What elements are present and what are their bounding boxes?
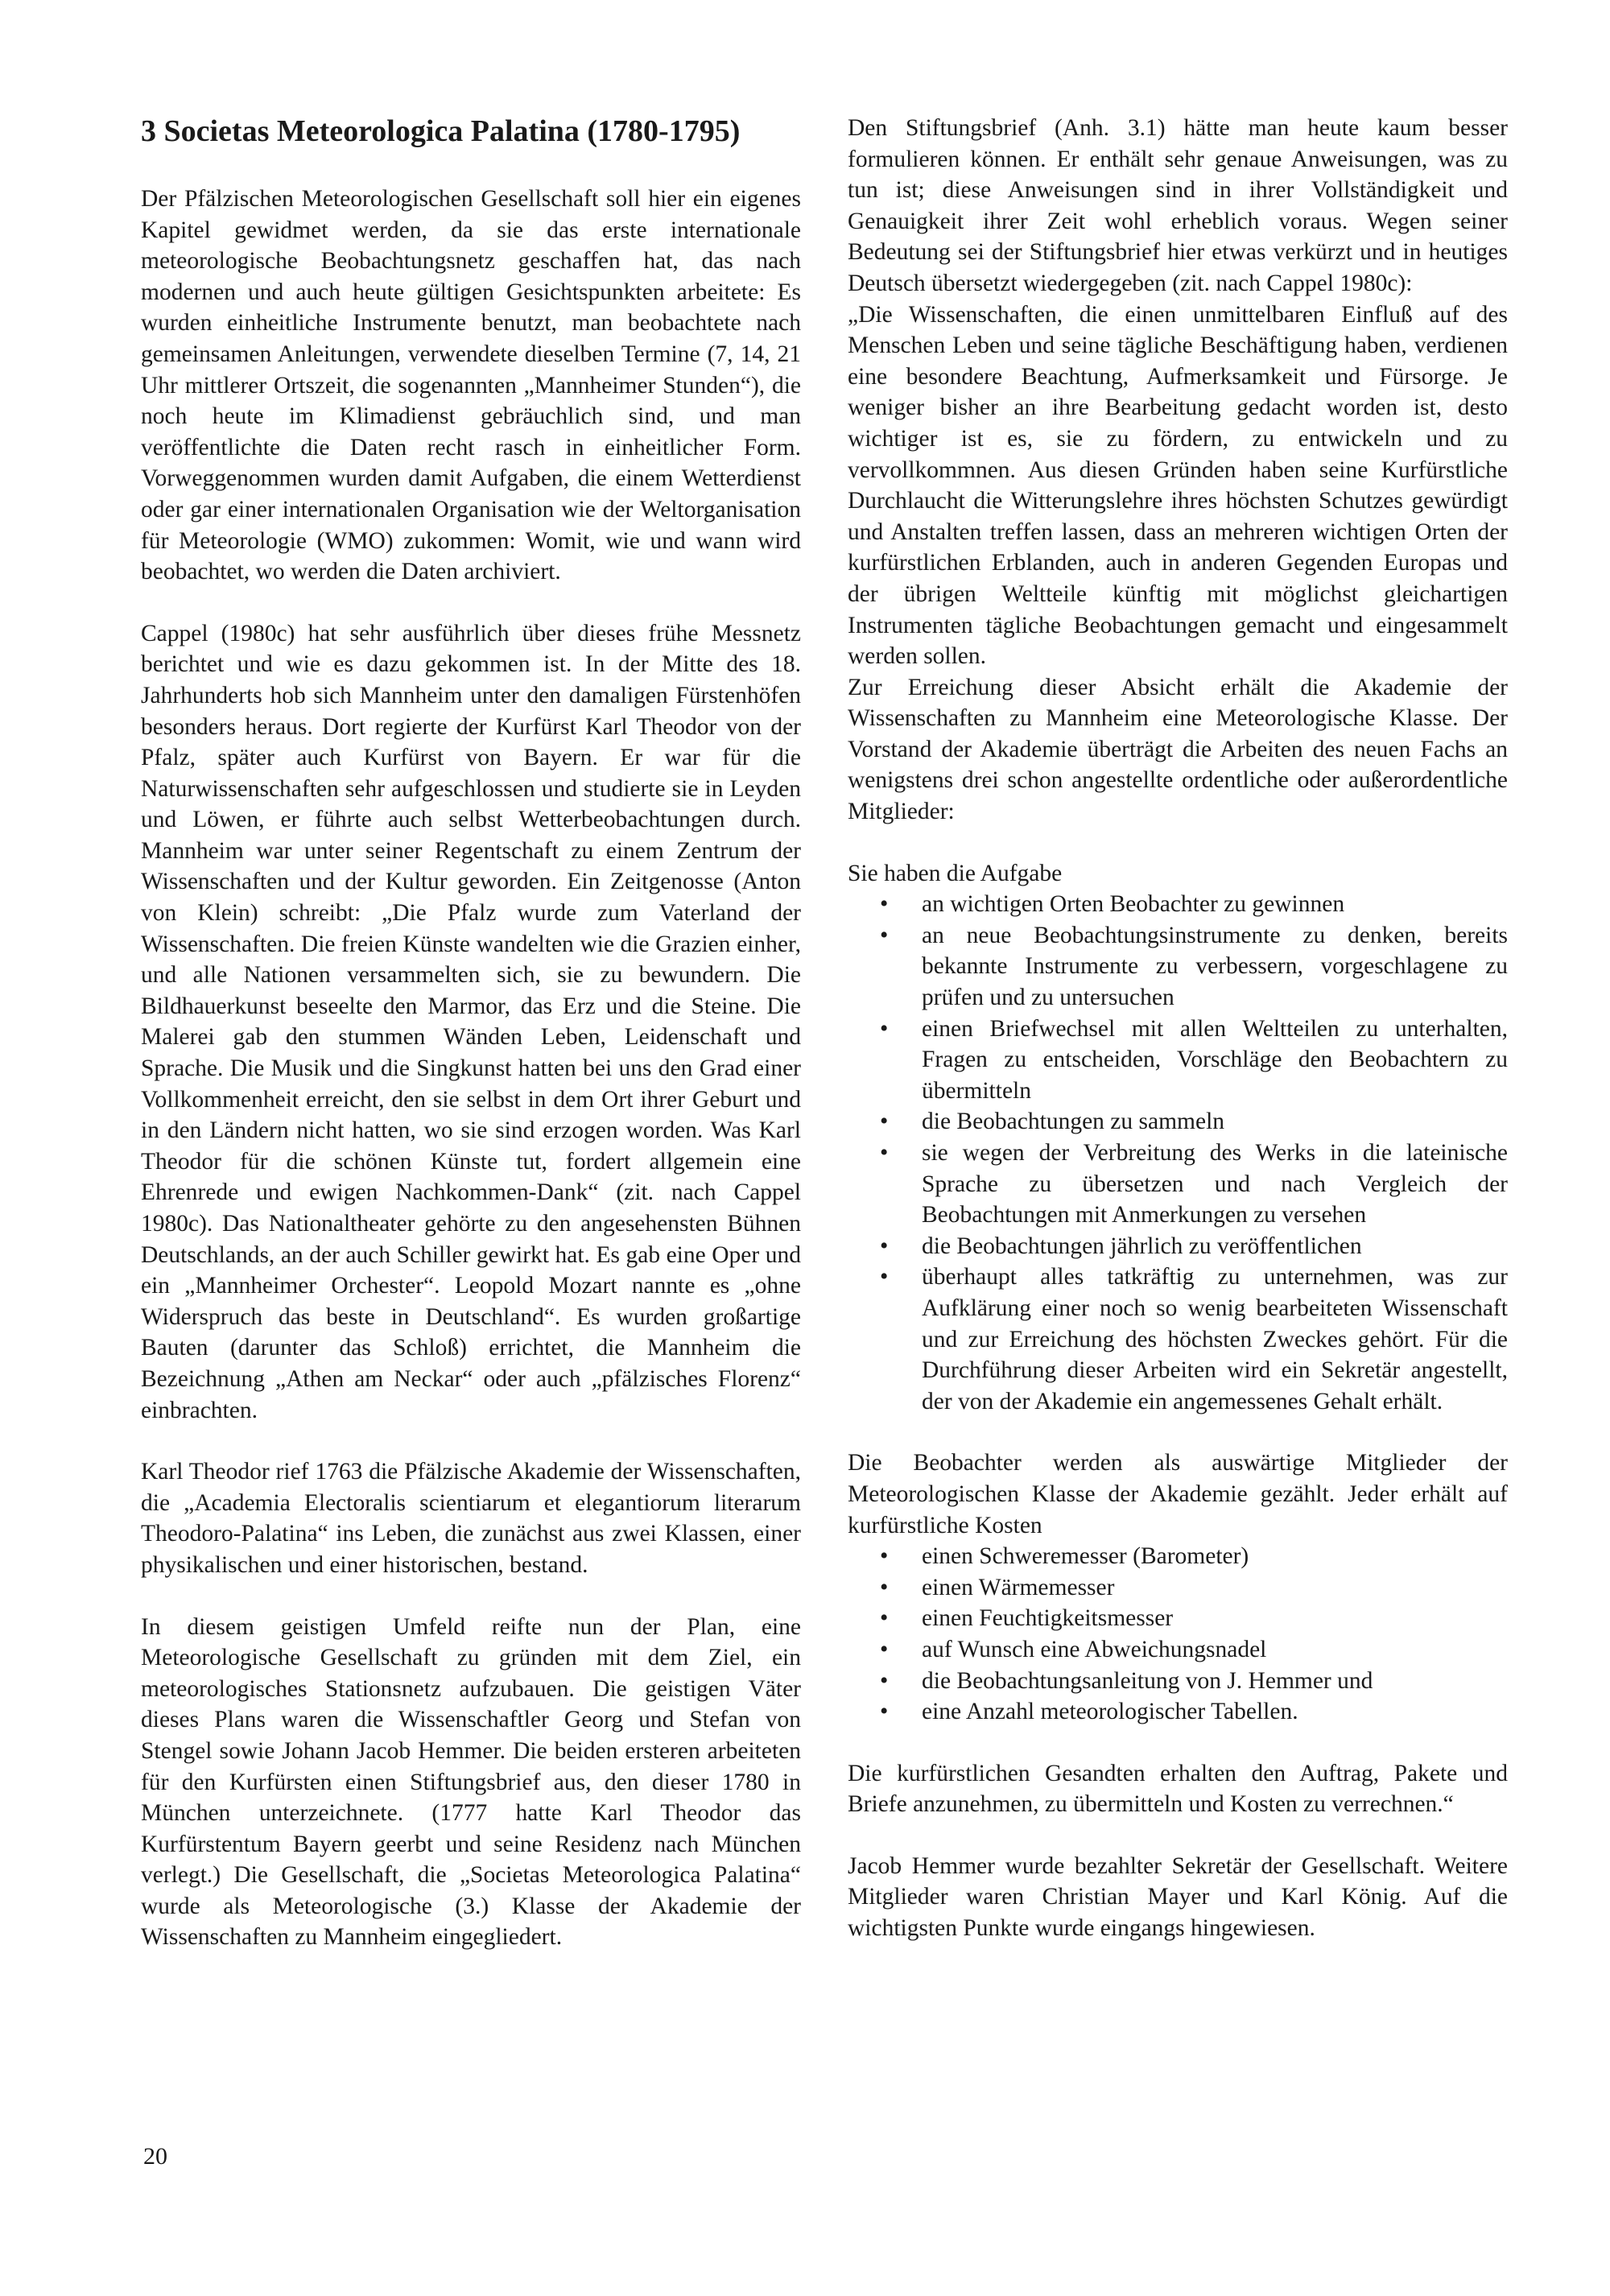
tasks-list xyxy=(848,889,1508,1417)
paragraph-intro: Der Pfälzischen Meteorologischen Gesellschaft soll hier ein eigenes Kapitel gewidmet werden, da sie das erste internationale meteorologische Beobachtungsnetz geschaffen hat, das nach modernen und auch heute gültigen Gesichtspunkten arbeitete: Es wurden einheitliche Instrumente benutzt, man beobachtete nach gemeinsamen Anleitungen, verwendete dieselben Termine (7, 14, 21 Uhr mittlerer Ortszeit, die sogenannten „Mannheimer Stunden“), die noch heute im Klimadienst gebräuchlich sind, und man veröffentlichte die Daten recht rasch in einheitlicher Form. Vorweggenommen wurden damit Aufgaben, die einem Wetterdienst oder gar einer internationalen Organisation wie der Weltorganisation für Meteorologie (WMO) zukommen: Womit, wie und wann wird beobachtet, wo werden die Daten archiviert. xyxy=(141,186,801,585)
observers-intro: Die Beobachter werden als auswärtige Mitglieder der Meteorologischen Klasse der Akademie gezählt. Jeder erhält auf kurfürstliche Kosten xyxy=(848,1450,1508,1538)
list-item: • einen Briefwechsel mit allen Weltteilen zu unterhalten, Fragen zu entscheiden, Vorschläge den Beobachtern zu übermitteln xyxy=(922,1014,1508,1107)
bullet-icon: • xyxy=(880,1264,889,1290)
bullet-icon: • xyxy=(880,1109,889,1135)
list-item: • sie wegen der Verbreitung des Werks in die lateinische Sprache zu übersetzen und nach Vergleich der Beobachtungen mit Anmerkungen zu versehen xyxy=(922,1138,1508,1231)
bullet-icon: • xyxy=(880,1015,889,1042)
list-item: • die Beobachtungen zu sammeln xyxy=(922,1106,1508,1138)
bullet-icon: • xyxy=(880,1605,889,1632)
list-item: • überhaupt alles tatkräftig zu unternehmen, was zur Aufklärung einer noch so wenig bearbeiteten Wissenschaft und zur Erreichung des höchsten Zweckes gehört. Für die Durchführung dieser Arbeiten wird ein Sekretär angestellt, der von der Akademie ein angemessenes Gehalt erhält. xyxy=(922,1262,1508,1417)
list-item: • an wichtigen Orten Beobachter zu gewinnen xyxy=(922,889,1508,920)
page-number: 20 xyxy=(143,2143,167,2170)
bullet-icon: • xyxy=(880,1699,889,1725)
bullet-icon: • xyxy=(880,891,889,918)
bullet-icon: • xyxy=(880,1543,889,1570)
paragraph-stiftungsbrief: Den Stiftungsbrief (Anh. 3.1) hätte man heute kaum besser formulieren können. Er enthält sehr genaue Anweisungen, was zu tun ist; diese Anweisungen sind in ihrer Vollständigkeit und Genauigkeit ihrer Zeit wohl erheblich voraus. Wegen seiner Bedeutung sei der Stiftungsbrief hier etwas verkürzt und in heutiges Deutsch übersetzt wiedergegeben (zit. nach Cappel 1980c): xyxy=(848,115,1508,296)
bullet-icon: • xyxy=(880,1636,889,1662)
list-item: • einen Feuchtigkeitsmesser xyxy=(922,1603,1508,1634)
list-item: • die Beobachtungsanleitung von J. Hemmer und xyxy=(922,1666,1508,1697)
list-item: • die Beobachtungen jährlich zu veröffentlichen xyxy=(922,1231,1508,1262)
paragraph-plan: In diesem geistigen Umfeld reifte nun der Plan, eine Meteorologische Gesellschaft zu gründen mit dem Ziel, ein meteorologisches Stationsnetz aufzubauen. Die geistigen Väter dieses Plans waren die Wissenschaftler Georg und Stefan von Stengel sowie Johann Jacob Hemmer. Die beiden ersteren arbeiteten für den Kurfürsten einen Stiftungsbrief aus, den dieser 1780 in München unterzeichnete. (1777 hatte Karl Theodor das Kurfürstentum Bayern geerbt und seine Residenz nach München verlegt.) Die Gesellschaft, die „Societas Meteorologica Palatina“ wurde als Meteorologische (3.) Klasse der Akademie der Wissenschaften zu Mannheim eingegliedert. xyxy=(141,1613,801,1951)
list-item: • einen Schweremesser (Barometer) xyxy=(922,1541,1508,1572)
list-item: • auf Wunsch eine Abweichungsnadel xyxy=(922,1634,1508,1666)
list-item: • einen Wärmemesser xyxy=(922,1572,1508,1604)
paragraph-academy: Karl Theodor rief 1763 die Pfälzische Akademie der Wissenschaften, die „Academia Electoralis scientiarum et elegantiorum literarum Theodoro-Palatina“ ins Leben, die zunächst aus zwei Klassen, einer physikalischen und einer historischen, bestand. xyxy=(141,1459,801,1578)
right-column xyxy=(848,113,1508,1944)
instruments-list xyxy=(848,1541,1508,1728)
bullet-icon: • xyxy=(880,1667,889,1694)
list-item: • eine Anzahl meteorologischer Tabellen. xyxy=(922,1696,1508,1728)
tasks-intro: Sie haben die Aufgabe xyxy=(848,860,1063,886)
bullet-icon: • xyxy=(880,922,889,948)
bullet-icon: • xyxy=(880,1233,889,1259)
paragraph-cappel: Cappel (1980c) hat sehr ausführlich über dieses frühe Messnetz berichtet und wie es dazu gekommen ist. In der Mitte des 18. Jahrhunderts hob sich Mannheim unter den damaligen Fürstenhöfen besonders heraus. Dort regierte der Kurfürst Karl Theodor von der Pfalz, später auch Kurfürst von Bayern. Er war für die Naturwissenschaften sehr aufgeschlossen und studierte sie in Leyden und Löwen, er führte auch selbst Wetterbeobachtungen durch. Mannheim war unter seiner Regentschaft zu einem Zentrum der Wissenschaften und der Kultur geworden. Ein Zeitgenosse (Anton von Klein) schreibt: „Die Pfalz wurde zum Vaterland der Wissenschaften. Die freien Künste wandelten wie die Grazien einher, und alle Nationen versammelten sich, sie zu bewundern. Die Bildhauerkunst beseelte den Marmor, das Erz und die Steine. Die Malerei gab den stummen Wänden Leben, Leidenschaft und Sprache. Die Musik und die Singkunst hatten bei uns den Grad einer Vollkommenheit erreicht, den sie selbst in dem Ort ihrer Geburt und in den Ländern nicht hatten, wo sie sind erzogen worden. Was Karl Theodor für die schönen Künste tut, fordert allgemein eine Ehrenrede und ewigen Nachkommen-Dank“ (zit. nach Cappel 1980c). Das Nationaltheater gehörte zu den angesehensten Bühnen Deutschlands, an der auch Schiller gewirkt hat. Es gab eine Oper und ein „Mannheimer Orchester“. Leopold Mozart nannte es „ohne Widerspruch das beste in Deutschland“. Es wurden großartige Bauten (darunter das Schloß) errichtet, die Mannheim die Bezeichnung „Athen am Neckar“ oder auch „pfälzisches Florenz“ einbrachten. xyxy=(141,620,801,1423)
left-column xyxy=(141,113,801,1953)
list-item: • an neue Beobachtungsinstrumente zu denken, bereits bekannte Instrumente zu verbessern, vorgeschlagene zu prüfen und zu untersuchen xyxy=(922,920,1508,1014)
bullet-icon: • xyxy=(880,1140,889,1166)
quote-paragraph-1: „Die Wissenschaften, die einen unmittelbaren Einfluß auf des Menschen Leben und seine tägliche Beschäftigung haben, verdienen eine besondere Beachtung, Aufmerksamkeit und Fürsorge. Je weniger bisher an ihre Bearbeitung gedacht worden ist, desto wichtiger ist es, sie zu fördern, zu entwickeln und zu vervollkommnen. Aus diesen Gründen haben seine Kurfürstliche Durchlaucht die Witterungslehre ihres höchsten Schutzes gewürdigt und Anstalten treffen lassen, dass an mehreren wichtigen Orten der kurfürstlichen Erblanden, auch in anderen Gegenden Europas und der übrigen Weltteile künftig mit möglichst gleichartigen Instrumenten tägliche Beobachtungen gemacht und eingesammelt werden sollen. xyxy=(848,301,1508,670)
envoys-paragraph: Die kurfürstlichen Gesandten erhalten den Auftrag, Pakete und Briefe anzunehmen, zu übermitteln und Kosten zu verrechnen.“ xyxy=(848,1760,1508,1818)
quote-paragraph-2: Zur Erreichung dieser Absicht erhält die Akademie der Wissenschaften zu Mannheim eine Meteorologische Klasse. Der Vorstand der Akademie überträgt die Arbeiten des neuen Fachs an wenigstens drei schon angestellte ordentliche oder außerordentliche Mitglieder: xyxy=(848,674,1508,825)
bullet-icon: • xyxy=(880,1574,889,1600)
closing-paragraph: Jacob Hemmer wurde bezahlter Sekretär der Gesellschaft. Weitere Mitglieder waren Christian Mayer und Karl König. Auf die wichtigsten Punkte wurde eingangs hingewiesen. xyxy=(848,1852,1508,1942)
section-heading: 3 Societas Meteorologica Palatina (1780-1795) xyxy=(141,114,741,148)
